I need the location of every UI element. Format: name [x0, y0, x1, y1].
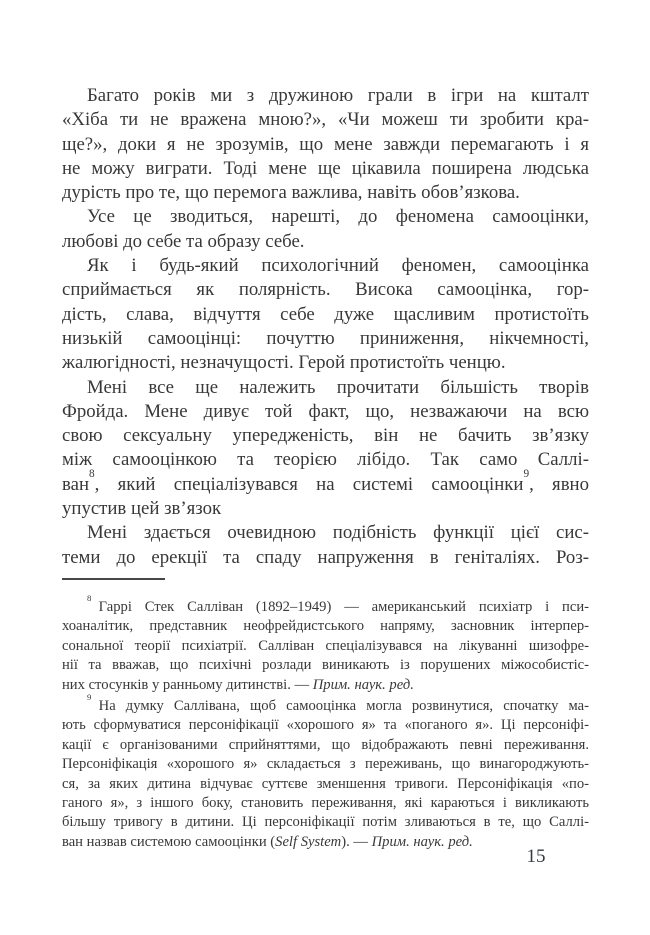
text-line: не можу виграти. Тоді мене ще цікавила поширена людська [62, 157, 589, 179]
text-line: них стосунків у ранньому дитинстві. — Прим. наук. ред. [62, 676, 414, 693]
text-line: сприймається як полярність. Висока самооцінка, гор- [62, 279, 589, 301]
text-line: ся, за яких дитина відчуває суттєве зменшення тривоги. Персоніфікація «по- [62, 775, 589, 792]
text-line: $^8$ Гаррі Стек Салліван (1892–1949) — американський психіатр і пси- [87, 593, 589, 615]
text-line: ганого я», з іншого боку, становить переживання, які караються і викликають [62, 795, 589, 811]
text-line: низькій самооцінці: почуттю приниження, нікчемності, [62, 327, 589, 349]
text-line: ють сформуватися персоніфікації «хорошого я» та «поганого я». Ці персоніфі- [62, 717, 589, 734]
footnote-separator [62, 578, 165, 580]
text-line: Як і будь-який психологічний феномен, самооцінка [87, 255, 589, 277]
body-paragraph [62, 521, 589, 570]
text-line: свою сексуальну упередженість, він не бачить зв’язку [62, 425, 589, 447]
text-line: кації є організованими сприйняттями, що відображають певні переживання. [62, 736, 589, 753]
footnote-9 [62, 692, 589, 852]
text-line: Багато років ми з дружиною грали в ігри на кшталт [87, 85, 589, 106]
page-text-block [62, 84, 589, 854]
text-line: між самооцінкою та теорією лібідо. Так само Саллі- [62, 449, 589, 471]
text-line: сональної теорії психіатрії. Салліван спеціалізувався на лікуванні шизофре- [62, 637, 589, 654]
text-line: ван назвав системою самооцінки (Self System). — Прим. наук. ред. [62, 833, 473, 850]
body-paragraph [62, 376, 589, 522]
text-line: дурість про те, що перемога важлива, навіть обов’язкова. [62, 182, 520, 204]
text-line: Фройда. Мене дивує той факт, що, незважаючи на всю [62, 400, 589, 422]
text-line: «Хіба ти не вражена мною?», «Чи можеш ти зробити кра- [62, 109, 589, 131]
text-line: Усе це зводиться, нарешті, до феномена самооцінки, [87, 206, 589, 228]
text-line: ще?», доки я не зрозумів, що мене завжди перемагають і я [62, 133, 589, 155]
text-line: любові до себе та образу себе. [62, 230, 305, 252]
body-paragraph [62, 254, 589, 375]
text-line: Персоніфікація «хорошого я» складається з переживань, що винагороджують- [62, 756, 589, 773]
text-line: хоаналітик, представник неофрейдистського напряму, засновник інтерпер- [62, 618, 589, 635]
text-line: жалюгідності, незначущості. Герой протистоїть ченцю. [62, 352, 506, 374]
body-paragraph [62, 205, 589, 254]
text-line: упустив цей зв’язок [62, 498, 222, 520]
body-paragraph [62, 84, 589, 205]
text-line: $^9$ На думку Саллівана, щоб самооцінка могла розвинутися, спочатку ма- [87, 692, 589, 714]
text-line: Мені все ще належить прочитати більшість творів [87, 376, 589, 398]
text-line: дість, слава, відчуття себе дуже щасливим протистоїть [62, 303, 589, 325]
page-number: 15 [526, 846, 546, 867]
text-line: теми до ерекції та спаду напруження в геніталіях. Роз- [62, 546, 589, 568]
text-line: Мені здається очевидною подібність функції цієї сис- [87, 522, 589, 544]
text-line: ван$^8$, який спеціалізувався на системі самооцінки$^9$, явно [62, 468, 590, 495]
footnote-8 [62, 593, 589, 695]
text-line: нії та вважав, що психічні розлади виникають із порушених міжособистіс- [62, 657, 589, 674]
text-line: більшу тривогу в дитини. Ці персоніфікації потім зливаються в те, що Саллі- [62, 814, 589, 831]
